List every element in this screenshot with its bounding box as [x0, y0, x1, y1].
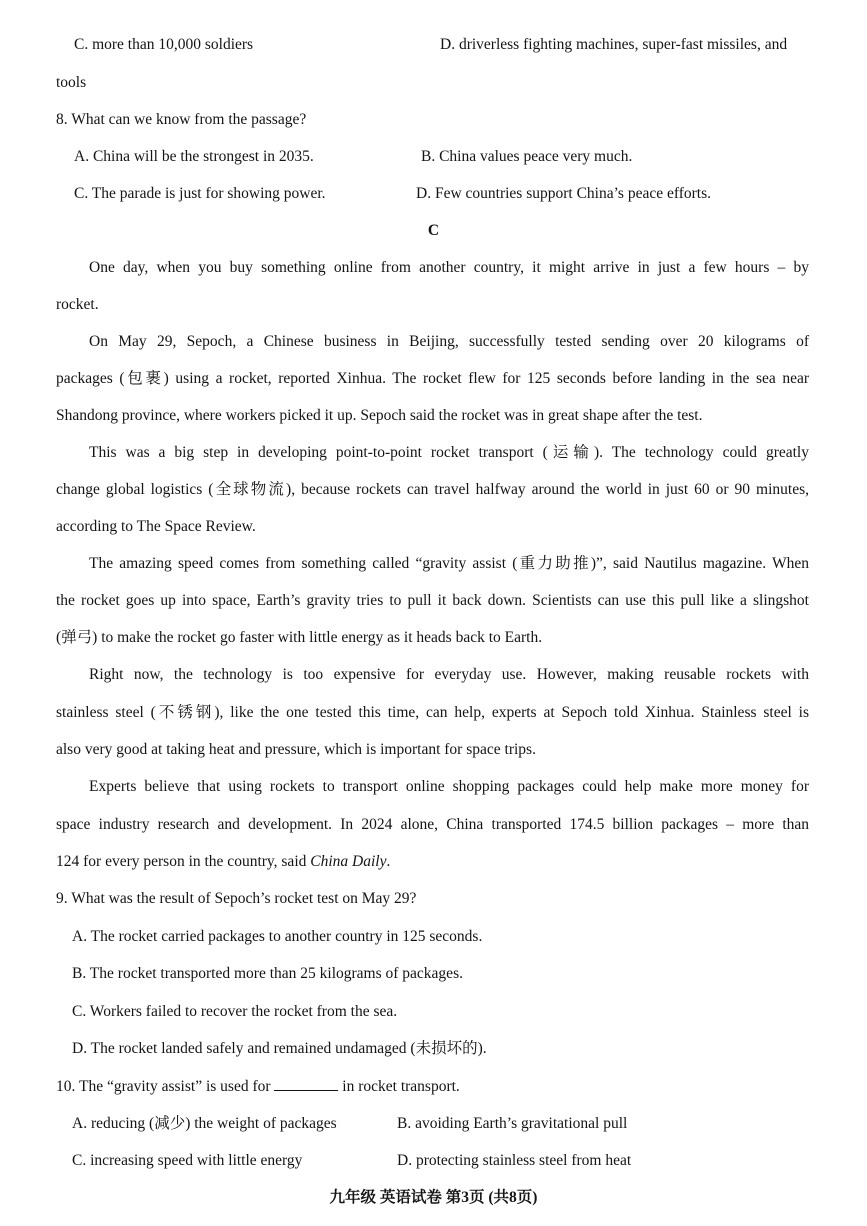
passage-p2-line1: On May 29, Sepoch, a Chinese business in Beijing, successfully tested sending over 20 kilograms of	[89, 333, 809, 350]
q7-option-c: C. more than 10,000 soldiers	[74, 36, 254, 53]
q8-stem: 8. What can we know from the passage?	[56, 111, 307, 128]
passage-p2-line3: Shandong province, where workers picked it up. Sepoch said the rocket was in great shape after the test.	[56, 407, 703, 424]
passage-p5-line3: also very good at taking heat and pressure, which is important for space trips.	[56, 741, 536, 758]
q10-option-c: C. increasing speed with little energy	[72, 1152, 303, 1169]
passage-p4-line3: (弹弓) to make the rocket go faster with little energy as it heads back to Earth.	[56, 629, 543, 646]
passage-p2-line2: packages (包裹) using a rocket, reported Xinhua. The rocket flew for 125 seconds before landing in the sea near	[56, 370, 809, 387]
q9-option-c: C. Workers failed to recover the rocket from the sea.	[72, 1003, 398, 1020]
q8-option-a: A. China will be the strongest in 2035.	[74, 148, 314, 165]
passage-p6-line3-text: 124 for every person in the country, said	[56, 853, 311, 870]
passage-p6-line3-end: .	[386, 853, 391, 870]
q8-option-d: D. Few countries support China’s peace efforts.	[416, 185, 712, 202]
passage-p6-line2: space industry research and development. In 2024 alone, China transported 174.5 billion packages – more than	[56, 816, 809, 833]
q10-stem-end: in rocket transport.	[338, 1078, 460, 1095]
passage-p1-line2: rocket.	[56, 296, 99, 313]
q8-option-b: B. China values peace very much.	[421, 148, 633, 165]
passage-p5-line1: Right now, the technology is too expensive for everyday use. However, making reusable rockets with	[89, 666, 809, 683]
passage-p6-line1: Experts believe that using rockets to transport online shopping packages could help make more money for	[89, 778, 809, 795]
passage-p3-line3: according to The Space Review.	[56, 518, 256, 535]
source-china-daily: China Daily	[310, 853, 387, 870]
q9-option-b: B. The rocket transported more than 25 kilograms of packages.	[72, 965, 463, 982]
q10-stem-start: 10. The “gravity assist” is used for	[56, 1078, 275, 1095]
passage-p6-line3	[56, 852, 390, 872]
passage-p4-line2: the rocket goes up into space, Earth’s gravity tries to pull it back down. Scientists can use this pull like a slingshot	[56, 592, 809, 609]
q7-option-d: D. driverless fighting machines, super-fast missiles, and	[440, 36, 788, 53]
q9-option-d: D. The rocket landed safely and remained undamaged (未损坏的).	[72, 1040, 487, 1057]
q8-option-c: C. The parade is just for showing power.	[74, 185, 326, 202]
q10-option-d: D. protecting stainless steel from heat	[397, 1152, 632, 1169]
q9-stem: 9. What was the result of Sepoch’s rocket test on May 29?	[56, 890, 417, 907]
passage-p5-line2: stainless steel (不锈钢), like the one tested this time, can help, experts at Sepoch told Xinhua. Stainless steel is	[56, 704, 809, 721]
page-footer: 九年级 英语试卷 第3页 (共8页)	[329, 1189, 538, 1206]
passage-p3-line2: change global logistics (全球物流), because rockets can travel halfway around the world in just 60 or 90 minutes,	[56, 481, 809, 498]
passage-p3-line1: This was a big step in developing point-to-point rocket transport (运输). The technology could greatly	[89, 444, 809, 461]
q9-option-a: A. The rocket carried packages to another country in 125 seconds.	[72, 928, 483, 945]
q10-option-b: B. avoiding Earth’s gravitational pull	[397, 1115, 628, 1132]
q10-stem	[56, 1076, 460, 1097]
passage-p1-line1: One day, when you buy something online from another country, it might arrive in just a few hours – by	[89, 259, 809, 276]
q7-option-d-continued: tools	[56, 74, 87, 91]
q10-answer-blank[interactable]	[274, 1076, 338, 1091]
passage-p4-line1: The amazing speed comes from something called “gravity assist (重力助推)”, said Nautilus magazine. When	[89, 555, 809, 572]
section-heading: C	[427, 222, 440, 239]
q10-option-a: A. reducing (减少) the weight of packages	[72, 1115, 337, 1132]
